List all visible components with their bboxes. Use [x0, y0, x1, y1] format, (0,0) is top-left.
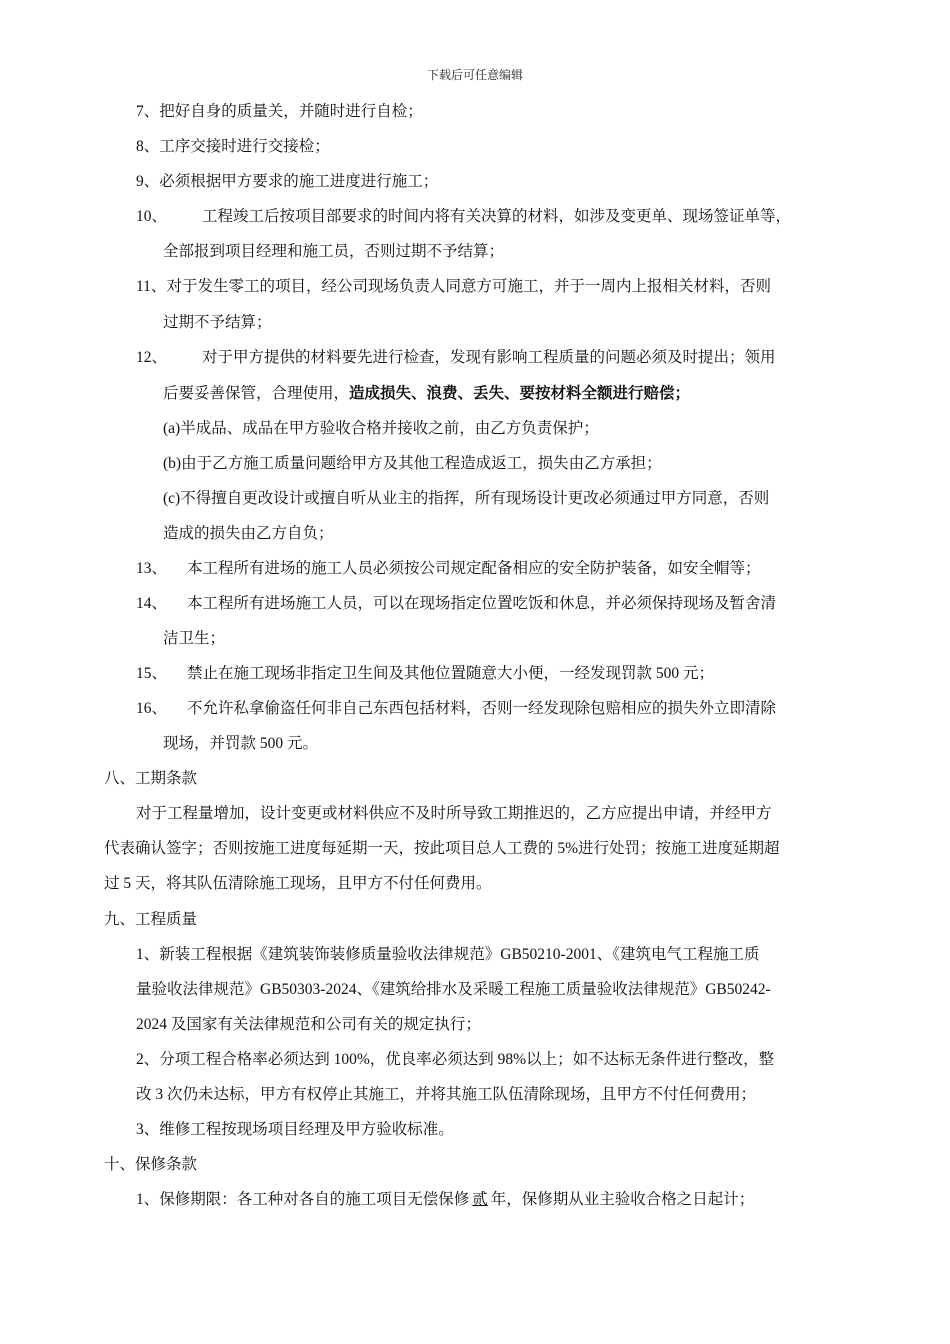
list-item-7	[136, 102, 423, 122]
list-item-15	[136, 664, 714, 684]
paragraph-line: 过 5 天，将其队伍清除施工现场，且甲方不付任何费用。	[104, 875, 492, 892]
paragraph-line: 3、维修工程按现场项目经理及甲方验收标准。	[136, 1121, 454, 1138]
list-item-16	[136, 699, 776, 719]
list-item-16-continuation: 现场，并罚款 500 元。	[163, 735, 319, 752]
list-item-10	[136, 207, 791, 227]
paragraph-line	[136, 1190, 754, 1210]
item-text: 不允许私拿偷盗任何非自己东西包括材料，否则一经发现除包赔相应的损失外立即清除	[187, 700, 777, 717]
item-number: 13、	[136, 560, 168, 577]
list-item-13	[136, 559, 761, 579]
paragraph-line: 2024 及国家有关法律规范和公司有关的规定执行；	[136, 1016, 481, 1033]
section-title-quality: 九、工程质量	[104, 911, 198, 928]
item-text: 必须根据甲方要求的施工进度进行施工；	[159, 173, 439, 190]
list-item-11	[136, 277, 771, 297]
item-number: 12、	[136, 349, 168, 366]
item-number: 16、	[136, 700, 168, 717]
list-item-11-continuation: 过期不予结算；	[163, 314, 272, 331]
list-item-10-continuation: 全部报到项目经理和施工员，否则过期不予结算；	[163, 243, 505, 260]
item-number: 9、	[136, 173, 160, 190]
sub-item-c-continuation: 造成的损失由乙方自负；	[163, 525, 334, 542]
list-item-12	[136, 348, 776, 368]
paragraph-line: 量验收法律规范》GB50303-2024、《建筑给排水及采暖工程施工质量验收法律规范》GB50242-	[136, 981, 771, 998]
item-text: 对于甲方提供的材料要先进行检查，发现有影响工程质量的问题必须及时提出；领用	[202, 349, 776, 366]
text-run: 年，保修期从业主验收合格之日起计；	[490, 1191, 755, 1208]
list-item-14	[136, 594, 776, 614]
paragraph-line: 1、新装工程根据《建筑装饰装修质量验收法律规范》GB50210-2001、《建筑电气工程施工质	[136, 946, 760, 963]
paragraph-line: 对于工程量增加，设计变更或材料供应不及时所导致工期推迟的，乙方应提出申请，并经甲方	[136, 805, 772, 822]
item-text: 本工程所有进场施工人员，可以在现场指定位置吃饭和休息，并必须保持现场及暂舍清	[187, 595, 777, 612]
underlined-term: 贰	[472, 1191, 488, 1208]
page-header: 下载后可任意编辑	[426, 68, 523, 82]
item-number: 10、	[136, 208, 168, 225]
item-text: 后要妥善保管，合理使用，	[163, 385, 350, 402]
list-item-9	[136, 172, 438, 192]
item-text: 工序交接时进行交接检；	[159, 138, 330, 155]
item-number: 11、	[136, 278, 167, 295]
section-title-warranty: 十、保修条款	[104, 1156, 198, 1173]
item-text: 本工程所有进场的施工人员必须按公司规定配备相应的安全防护装备，如安全帽等；	[187, 560, 761, 577]
item-number: 8、	[136, 138, 160, 155]
item-text: 把好自身的质量关，并随时进行自检；	[159, 103, 423, 120]
paragraph-line: 2、分项工程合格率必须达到 100%，优良率必须达到 98%以上；如不达标无条件进行整改，整	[136, 1051, 775, 1068]
item-number: 7、	[136, 103, 160, 120]
paragraph-line: 代表确认签字；否则按施工进度每延期一天，按此项目总人工费的 5%进行处罚；按施工进度延期超	[104, 840, 780, 857]
sub-item-a: (a)半成品、成品在甲方验收合格并接收之前，由乙方负责保护；	[163, 420, 599, 437]
section-title-schedule: 八、工期条款	[104, 770, 198, 787]
sub-item-c: (c)不得擅自更改设计或擅自听从业主的指挥，所有现场设计更改必须通过甲方同意，否则	[163, 490, 770, 507]
list-item-12-continuation	[163, 384, 690, 404]
item-text: 工程竣工后按项目部要求的时间内将有关决算的材料，如涉及变更单、现场签证单等，	[202, 208, 792, 225]
text-run: 1、保修期限：各工种对各自的施工项目无偿保修	[136, 1191, 470, 1208]
item-number: 14、	[136, 595, 168, 612]
list-item-8	[136, 137, 330, 157]
sub-item-b: (b)由于乙方施工质量问题给甲方及其他工程造成返工，损失由乙方承担；	[163, 455, 662, 472]
item-text: 对于发生零工的项目，经公司现场负责人同意方可施工，并于一周内上报相关材料，否则	[166, 278, 771, 295]
item-number: 15、	[136, 665, 168, 682]
bold-clause: 造成损失、浪费、丢失、要按材料全额进行赔偿；	[349, 385, 691, 402]
paragraph-line: 改 3 次仍未达标，甲方有权停止其施工，并将其施工队伍清除现场，且甲方不付任何费用；	[136, 1086, 757, 1103]
item-text: 禁止在施工现场非指定卫生间及其他位置随意大小便，一经发现罚款 500 元；	[187, 665, 715, 682]
list-item-14-continuation: 洁卫生；	[163, 630, 226, 647]
